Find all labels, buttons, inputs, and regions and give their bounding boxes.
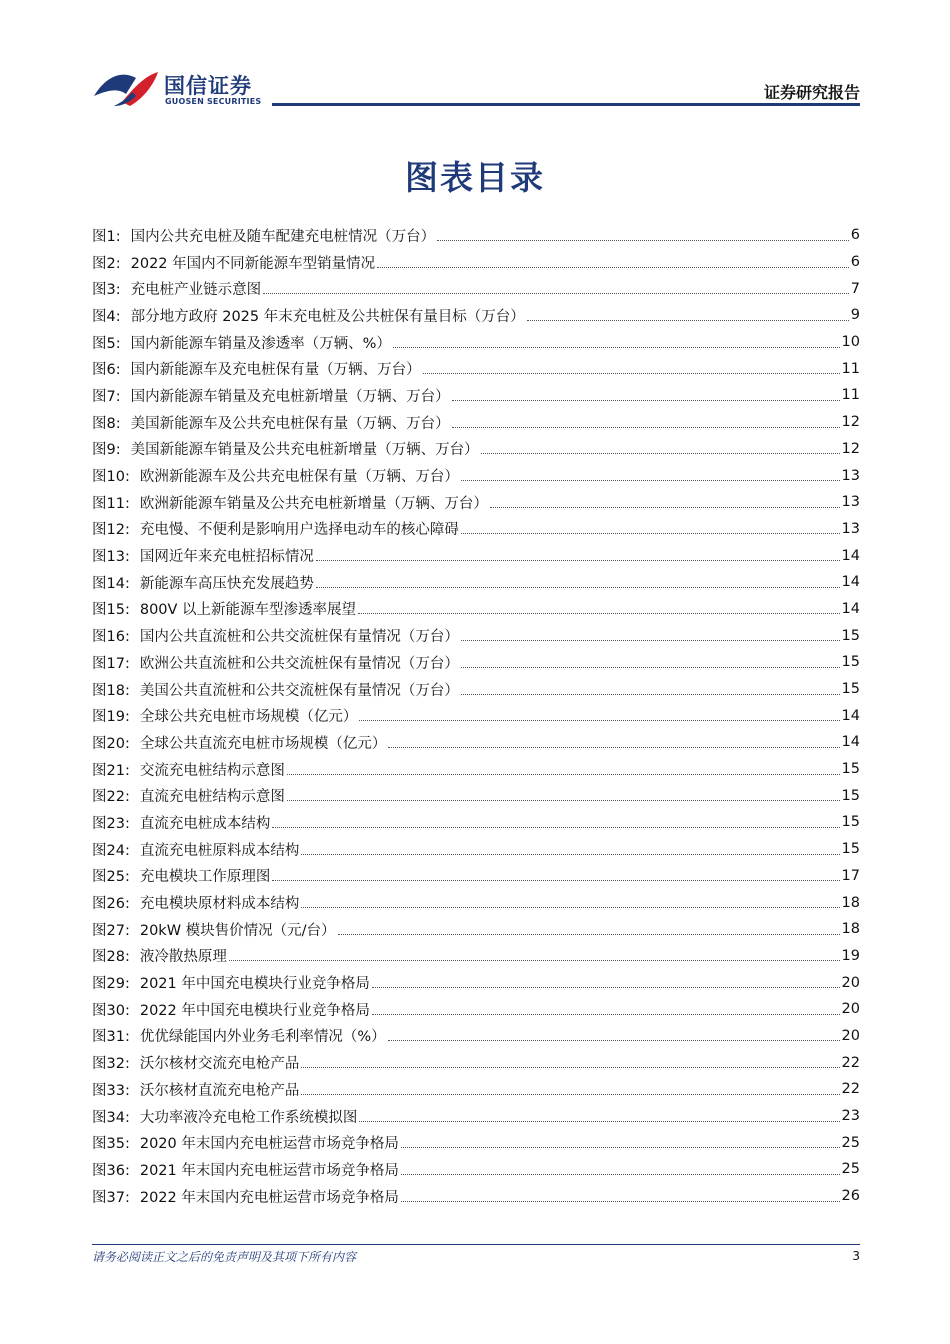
toc-entry-page: 25 xyxy=(841,1161,860,1178)
toc-entry-title: 充电模块工作原理图 xyxy=(139,869,271,886)
toc-entry-page: 6 xyxy=(850,254,860,271)
toc-leader-dots xyxy=(272,827,839,828)
toc-entry-page: 13 xyxy=(841,467,860,484)
toc-entry-title: 优优绿能国内外业务毛利率情况（%） xyxy=(139,1029,386,1046)
toc-entry-title: 2020 年末国内充电桩运营市场竞争格局 xyxy=(139,1136,399,1153)
toc-entry-title: 液冷散热原理 xyxy=(139,949,227,966)
toc-entry-page: 20 xyxy=(841,1001,860,1018)
toc-entry-title: 20kW 模块售价情况（元/台） xyxy=(139,922,336,939)
toc-leader-dots xyxy=(401,1147,840,1148)
toc-entry-title: 2022 年国内不同新能源车型销量情况 xyxy=(130,255,376,272)
toc-leader-dots xyxy=(490,507,840,508)
toc-leader-dots xyxy=(316,587,840,588)
toc-entry-title: 大功率液冷充电枪工作系统模拟图 xyxy=(139,1109,358,1126)
toc-entry-label: 图19: xyxy=(92,709,130,726)
toc-leader-dots xyxy=(423,373,840,374)
toc-entry-title: 充电慢、不便利是影响用户选择电动车的核心障碍 xyxy=(139,522,459,539)
header-divider xyxy=(272,103,860,106)
toc-leader-dots xyxy=(437,240,849,241)
toc-entry-label: 图21: xyxy=(92,762,130,779)
toc-entry-label: 图16: xyxy=(92,629,130,646)
toc-entry-page: 12 xyxy=(841,414,860,431)
toc-leader-dots xyxy=(359,1121,839,1122)
toc-entry[interactable] xyxy=(92,596,860,623)
toc-entry[interactable] xyxy=(92,222,860,249)
toc-leader-dots xyxy=(377,267,849,268)
toc-entry-title: 直流充电桩原料成本结构 xyxy=(139,842,300,859)
toc-entry-title: 美国新能源车及公共充电桩保有量（万辆、万台） xyxy=(130,415,450,432)
toc-entry-label: 图12: xyxy=(92,522,130,539)
toc-entry-page: 15 xyxy=(841,841,860,858)
toc-entry-label: 图3: xyxy=(92,282,121,299)
toc-entry-page: 18 xyxy=(841,894,860,911)
toc-leader-dots xyxy=(301,1094,839,1095)
toc-leader-dots xyxy=(461,694,840,695)
company-logo xyxy=(92,66,262,110)
toc-entry[interactable] xyxy=(92,969,860,996)
toc-entry-page: 17 xyxy=(841,867,860,884)
toc-entry-page: 22 xyxy=(841,1081,860,1098)
toc-entry-title: 2022 年中国充电模块行业竞争格局 xyxy=(139,1002,370,1019)
toc-entry[interactable] xyxy=(92,409,860,436)
toc-leader-dots xyxy=(287,800,840,801)
toc-entry-page: 14 xyxy=(841,734,860,751)
toc-entry-page: 6 xyxy=(850,227,860,244)
toc-leader-dots xyxy=(301,907,839,908)
toc-leader-dots xyxy=(401,1174,840,1175)
toc-entry-label: 图18: xyxy=(92,682,130,699)
toc-entry-label: 图9: xyxy=(92,442,121,459)
toc-entry-title: 2021 年中国充电模块行业竞争格局 xyxy=(139,976,370,993)
toc-leader-dots xyxy=(316,560,840,561)
toc-entry[interactable] xyxy=(92,1049,860,1076)
toc-entry-title: 沃尔核材交流充电枪产品 xyxy=(139,1056,300,1073)
toc-entry-page: 20 xyxy=(841,1027,860,1044)
toc-entry-label: 图33: xyxy=(92,1082,130,1099)
toc-entry-label: 图27: xyxy=(92,922,130,939)
toc-entry[interactable] xyxy=(92,836,860,863)
toc-entry-label: 图10: xyxy=(92,469,130,486)
toc-entry-title: 欧洲公共直流桩和公共交流桩保有量情况（万台） xyxy=(139,655,459,672)
toc-entry[interactable] xyxy=(92,756,860,783)
toc-entry-page: 19 xyxy=(841,947,860,964)
toc-entry-title: 充电桩产业链示意图 xyxy=(130,282,262,299)
toc-leader-dots xyxy=(263,293,849,294)
toc-entry-title: 交流充电桩结构示意图 xyxy=(139,762,285,779)
toc-entry-label: 图31: xyxy=(92,1029,130,1046)
toc-entry[interactable] xyxy=(92,382,860,409)
toc-entry[interactable] xyxy=(92,996,860,1023)
toc-entry[interactable] xyxy=(92,702,860,729)
page-title: 图表目录 xyxy=(405,158,545,197)
toc-leader-dots xyxy=(527,320,849,321)
toc-entry-label: 图17: xyxy=(92,655,130,672)
toc-leader-dots xyxy=(301,854,839,855)
toc-entry[interactable] xyxy=(92,676,860,703)
toc-entry-title: 国网近年来充电桩招标情况 xyxy=(139,549,314,566)
toc-entry-title: 美国新能源车销量及公共充电桩新增量（万辆、万台） xyxy=(130,442,479,459)
toc-entry-label: 图32: xyxy=(92,1056,130,1073)
toc-entry-label: 图29: xyxy=(92,976,130,993)
toc-entry-title: 国内公共直流桩和公共交流桩保有量情况（万台） xyxy=(139,629,459,646)
toc-entry-label: 图26: xyxy=(92,896,130,913)
toc-leader-dots xyxy=(359,720,839,721)
toc-leader-dots xyxy=(372,987,840,988)
toc-entry[interactable] xyxy=(92,462,860,489)
toc-entry-page: 15 xyxy=(841,814,860,831)
toc-entry-title: 新能源车高压快充发展趋势 xyxy=(139,575,314,592)
toc-entry-title: 充电模块原材料成本结构 xyxy=(139,896,300,913)
toc-entry-page: 13 xyxy=(841,520,860,537)
toc-entry-label: 图37: xyxy=(92,1189,130,1206)
toc-leader-dots xyxy=(272,880,839,881)
toc-entry-label: 图6: xyxy=(92,362,121,379)
toc-entry-title: 国内公共充电桩及随车配建充电桩情况（万台） xyxy=(130,228,436,245)
toc-entry[interactable] xyxy=(92,889,860,916)
toc-entry-label: 图2: xyxy=(92,255,121,272)
toc-entry[interactable] xyxy=(92,1156,860,1183)
toc-leader-dots xyxy=(229,960,840,961)
toc-entry[interactable] xyxy=(92,489,860,516)
toc-entry-label: 图30: xyxy=(92,1002,130,1019)
toc-entry[interactable] xyxy=(92,1076,860,1103)
toc-leader-dots xyxy=(372,1014,840,1015)
toc-entry[interactable] xyxy=(92,249,860,276)
toc-entry-page: 25 xyxy=(841,1134,860,1151)
toc-entry-label: 图7: xyxy=(92,388,121,405)
footer-disclaimer: 请务必阅读正文之后的免责声明及其项下所有内容 xyxy=(92,1250,357,1264)
toc-entry[interactable] xyxy=(92,436,860,463)
toc-entry-label: 图11: xyxy=(92,495,130,512)
toc-leader-dots xyxy=(452,400,840,401)
toc-entry[interactable] xyxy=(92,1023,860,1050)
toc-entry-title: 欧洲新能源车销量及公共充电桩新增量（万辆、万台） xyxy=(139,495,488,512)
toc-entry[interactable] xyxy=(92,782,860,809)
toc-entry-page: 23 xyxy=(841,1108,860,1125)
logo-english-name: GUOSEN SECURITIES xyxy=(165,97,262,106)
toc-entry[interactable] xyxy=(92,516,860,543)
toc-entry[interactable] xyxy=(92,1103,860,1130)
toc-entry-label: 图14: xyxy=(92,575,130,592)
figure-toc-list xyxy=(92,222,860,1209)
toc-entry-label: 图25: xyxy=(92,869,130,886)
toc-entry-label: 图20: xyxy=(92,735,130,752)
toc-entry-label: 图24: xyxy=(92,842,130,859)
toc-entry[interactable] xyxy=(92,1183,860,1210)
page-number: 3 xyxy=(852,1249,860,1263)
toc-leader-dots xyxy=(388,1040,840,1041)
guosen-logo-icon xyxy=(92,66,162,110)
toc-entry-title: 全球公共充电桩市场规模（亿元） xyxy=(139,709,358,726)
toc-entry[interactable] xyxy=(92,355,860,382)
toc-entry-label: 图15: xyxy=(92,602,130,619)
toc-entry-page: 10 xyxy=(841,334,860,351)
toc-entry[interactable] xyxy=(92,542,860,569)
toc-leader-dots xyxy=(461,640,840,641)
toc-entry-title: 直流充电桩结构示意图 xyxy=(139,789,285,806)
toc-entry-label: 图5: xyxy=(92,335,121,352)
toc-entry-page: 15 xyxy=(841,787,860,804)
toc-leader-dots xyxy=(338,934,840,935)
toc-entry-label: 图13: xyxy=(92,549,130,566)
toc-entry-label: 图36: xyxy=(92,1162,130,1179)
toc-entry[interactable] xyxy=(92,729,860,756)
toc-entry-title: 直流充电桩成本结构 xyxy=(139,815,271,832)
toc-entry-page: 22 xyxy=(841,1054,860,1071)
toc-entry-page: 15 xyxy=(841,681,860,698)
toc-entry-page: 11 xyxy=(841,360,860,377)
toc-entry-title: 800V 以上新能源车型渗透率展望 xyxy=(139,602,357,619)
toc-entry[interactable] xyxy=(92,943,860,970)
toc-entry-page: 18 xyxy=(841,921,860,938)
toc-entry-page: 9 xyxy=(850,307,860,324)
toc-entry-page: 20 xyxy=(841,974,860,991)
toc-leader-dots xyxy=(481,453,840,454)
toc-entry-label: 图34: xyxy=(92,1109,130,1126)
toc-entry[interactable] xyxy=(92,329,860,356)
toc-entry-label: 图23: xyxy=(92,815,130,832)
toc-entry-title: 国内新能源车销量及渗透率（万辆、%） xyxy=(130,335,391,352)
toc-entry-title: 美国公共直流桩和公共交流桩保有量情况（万台） xyxy=(139,682,459,699)
toc-entry-label: 图22: xyxy=(92,789,130,806)
toc-entry-title: 国内新能源车及充电桩保有量（万辆、万台） xyxy=(130,362,421,379)
toc-entry[interactable] xyxy=(92,275,860,302)
toc-leader-dots xyxy=(358,613,839,614)
logo-chinese-name: 国信证券 xyxy=(164,74,252,98)
toc-entry-page: 11 xyxy=(841,387,860,404)
toc-entry[interactable] xyxy=(92,649,860,676)
toc-entry-page: 14 xyxy=(841,547,860,564)
toc-entry-page: 12 xyxy=(841,440,860,457)
toc-entry-title: 部分地方政府 2025 年末充电桩及公共桩保有量目标（万台） xyxy=(130,308,525,325)
toc-entry-title: 沃尔核材直流充电枪产品 xyxy=(139,1082,300,1099)
toc-leader-dots xyxy=(393,347,840,348)
toc-entry[interactable] xyxy=(92,916,860,943)
page-header xyxy=(0,0,950,110)
toc-leader-dots xyxy=(461,667,840,668)
toc-leader-dots xyxy=(461,480,840,481)
toc-entry-label: 图35: xyxy=(92,1136,130,1153)
toc-entry-title: 国内新能源车销量及充电桩新增量（万辆、万台） xyxy=(130,388,450,405)
report-type-label: 证券研究报告 xyxy=(763,83,860,102)
toc-entry-title: 2021 年末国内充电桩运营市场竞争格局 xyxy=(139,1162,399,1179)
toc-entry-page: 14 xyxy=(841,600,860,617)
toc-leader-dots xyxy=(388,747,839,748)
toc-entry-page: 15 xyxy=(841,627,860,644)
toc-entry[interactable] xyxy=(92,569,860,596)
toc-leader-dots xyxy=(301,1067,839,1068)
toc-entry-title: 全球公共直流充电桩市场规模（亿元） xyxy=(139,735,387,752)
toc-entry[interactable] xyxy=(92,809,860,836)
toc-leader-dots xyxy=(452,427,840,428)
toc-entry-page: 13 xyxy=(841,494,860,511)
toc-entry-page: 7 xyxy=(850,280,860,297)
toc-entry[interactable] xyxy=(92,302,860,329)
toc-entry[interactable] xyxy=(92,622,860,649)
toc-entry[interactable] xyxy=(92,1129,860,1156)
toc-leader-dots xyxy=(461,533,840,534)
toc-entry-label: 图4: xyxy=(92,308,121,325)
toc-entry-label: 图1: xyxy=(92,228,121,245)
toc-entry-page: 14 xyxy=(841,707,860,724)
toc-entry-label: 图28: xyxy=(92,949,130,966)
toc-entry-page: 26 xyxy=(841,1188,860,1205)
toc-entry-page: 15 xyxy=(841,654,860,671)
footer-divider xyxy=(92,1244,860,1245)
toc-entry-page: 14 xyxy=(841,574,860,591)
toc-entry-title: 欧洲新能源车及公共充电桩保有量（万辆、万台） xyxy=(139,469,459,486)
toc-leader-dots xyxy=(401,1201,840,1202)
toc-entry-title: 2022 年末国内充电桩运营市场竞争格局 xyxy=(139,1189,399,1206)
toc-leader-dots xyxy=(287,774,840,775)
toc-entry-page: 15 xyxy=(841,761,860,778)
toc-entry[interactable] xyxy=(92,863,860,890)
toc-entry-label: 图8: xyxy=(92,415,121,432)
